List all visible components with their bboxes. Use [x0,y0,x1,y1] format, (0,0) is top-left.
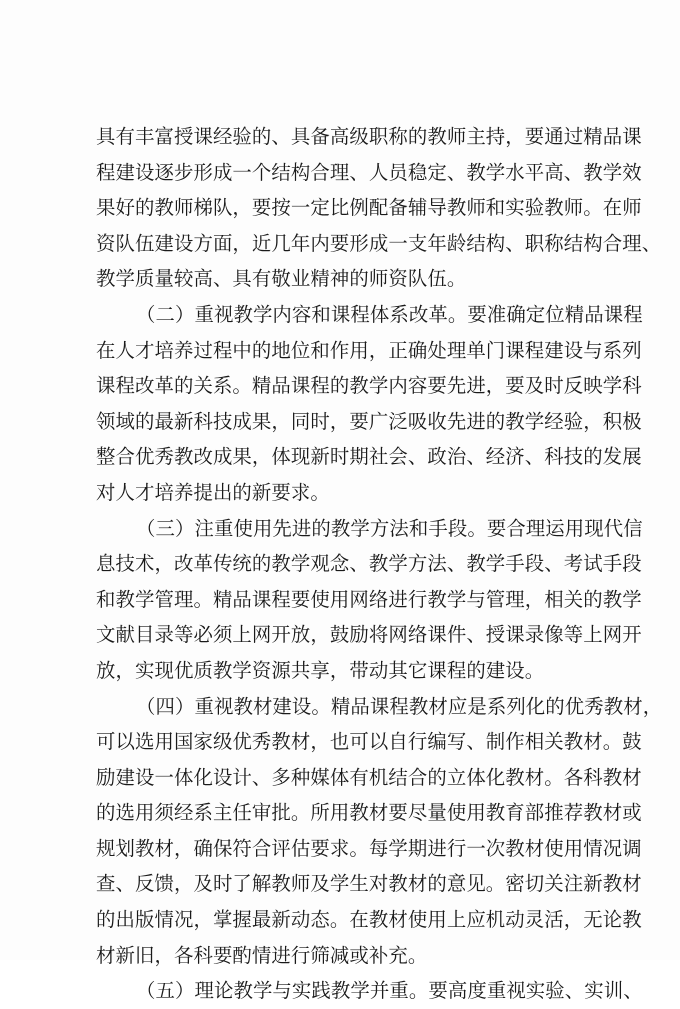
text-line: 可以选用国家级优秀教材，也可以自行编写、制作相关教材。鼓 [96,730,642,754]
text-line: 息技术，改革传统的教学观念、教学方法、教学手段、考试手段 [96,552,642,576]
text-line: 的选用须经系主任审批。所用教材要尽量使用教育部推荐教材或 [96,801,642,825]
document-body [96,119,663,1009]
text-line: 程建设逐步形成一个结构合理、人员稳定、教学水平高、教学效 [96,160,642,184]
text-line: 果好的教师梯队，要按一定比例配备辅导教师和实验教师。在师 [96,196,642,220]
text-line: 领域的最新科技成果，同时，要广泛吸收先进的教学经验，积极 [96,409,642,433]
text-line: 具有丰富授课经验的、具备高级职称的教师主持，要通过精品课 [96,125,642,148]
text-line: 对人才培养提出的新要求。 [96,480,330,504]
text-line: 规划教材，确保符合评估要求。每学期进行一次教材使用情况调 [96,836,642,860]
text-line: 课程改革的关系。精品课程的教学内容要先进，要及时反映学科 [96,374,642,398]
text-line: 文献目录等必须上网开放，鼓励将网络课件、授课录像等上网开 [96,623,642,647]
text-line: 教学质量较高、具有敬业精神的师资队伍。 [96,267,467,291]
text-line: （五）理论教学与实践教学并重。要高度重视实验、实训、 [136,979,643,1003]
text-line: （二）重视教学内容和课程体系改革。要准确定位精品课程 [136,302,643,326]
text-line: 的出版情况，掌握最新动态。在教材使用上应机动灵活，无论教 [96,908,642,932]
text-line: 材新旧，各科要酌情进行筛减或补充。 [96,943,428,967]
text-line: （三）注重使用先进的教学方法和手段。要合理运用现代信 [136,516,643,540]
text-line: 在人才培养过程中的地位和作用，正确处理单门课程建设与系列 [96,338,642,362]
text-line: 放，实现优质教学资源共享，带动其它课程的建设。 [96,658,545,682]
text-line: 整合优秀教改成果，体现新时期社会、政治、经济、科技的发展 [96,445,642,469]
text-line: （四）重视教材建设。精品课程教材应是系列化的优秀教材， [136,694,663,718]
text-line: 和教学管理。精品课程要使用网络进行教学与管理，相关的教学 [96,587,642,611]
text-line: 资队伍建设方面，近几年内要形成一支年龄结构、职称结构合理、 [96,231,662,255]
text-line: 励建设一体化设计、多种媒体有机结合的立体化教材。各科教材 [96,765,642,789]
text-line: 查、反馈，及时了解教师及学生对教材的意见。密切关注新教材 [96,872,642,896]
